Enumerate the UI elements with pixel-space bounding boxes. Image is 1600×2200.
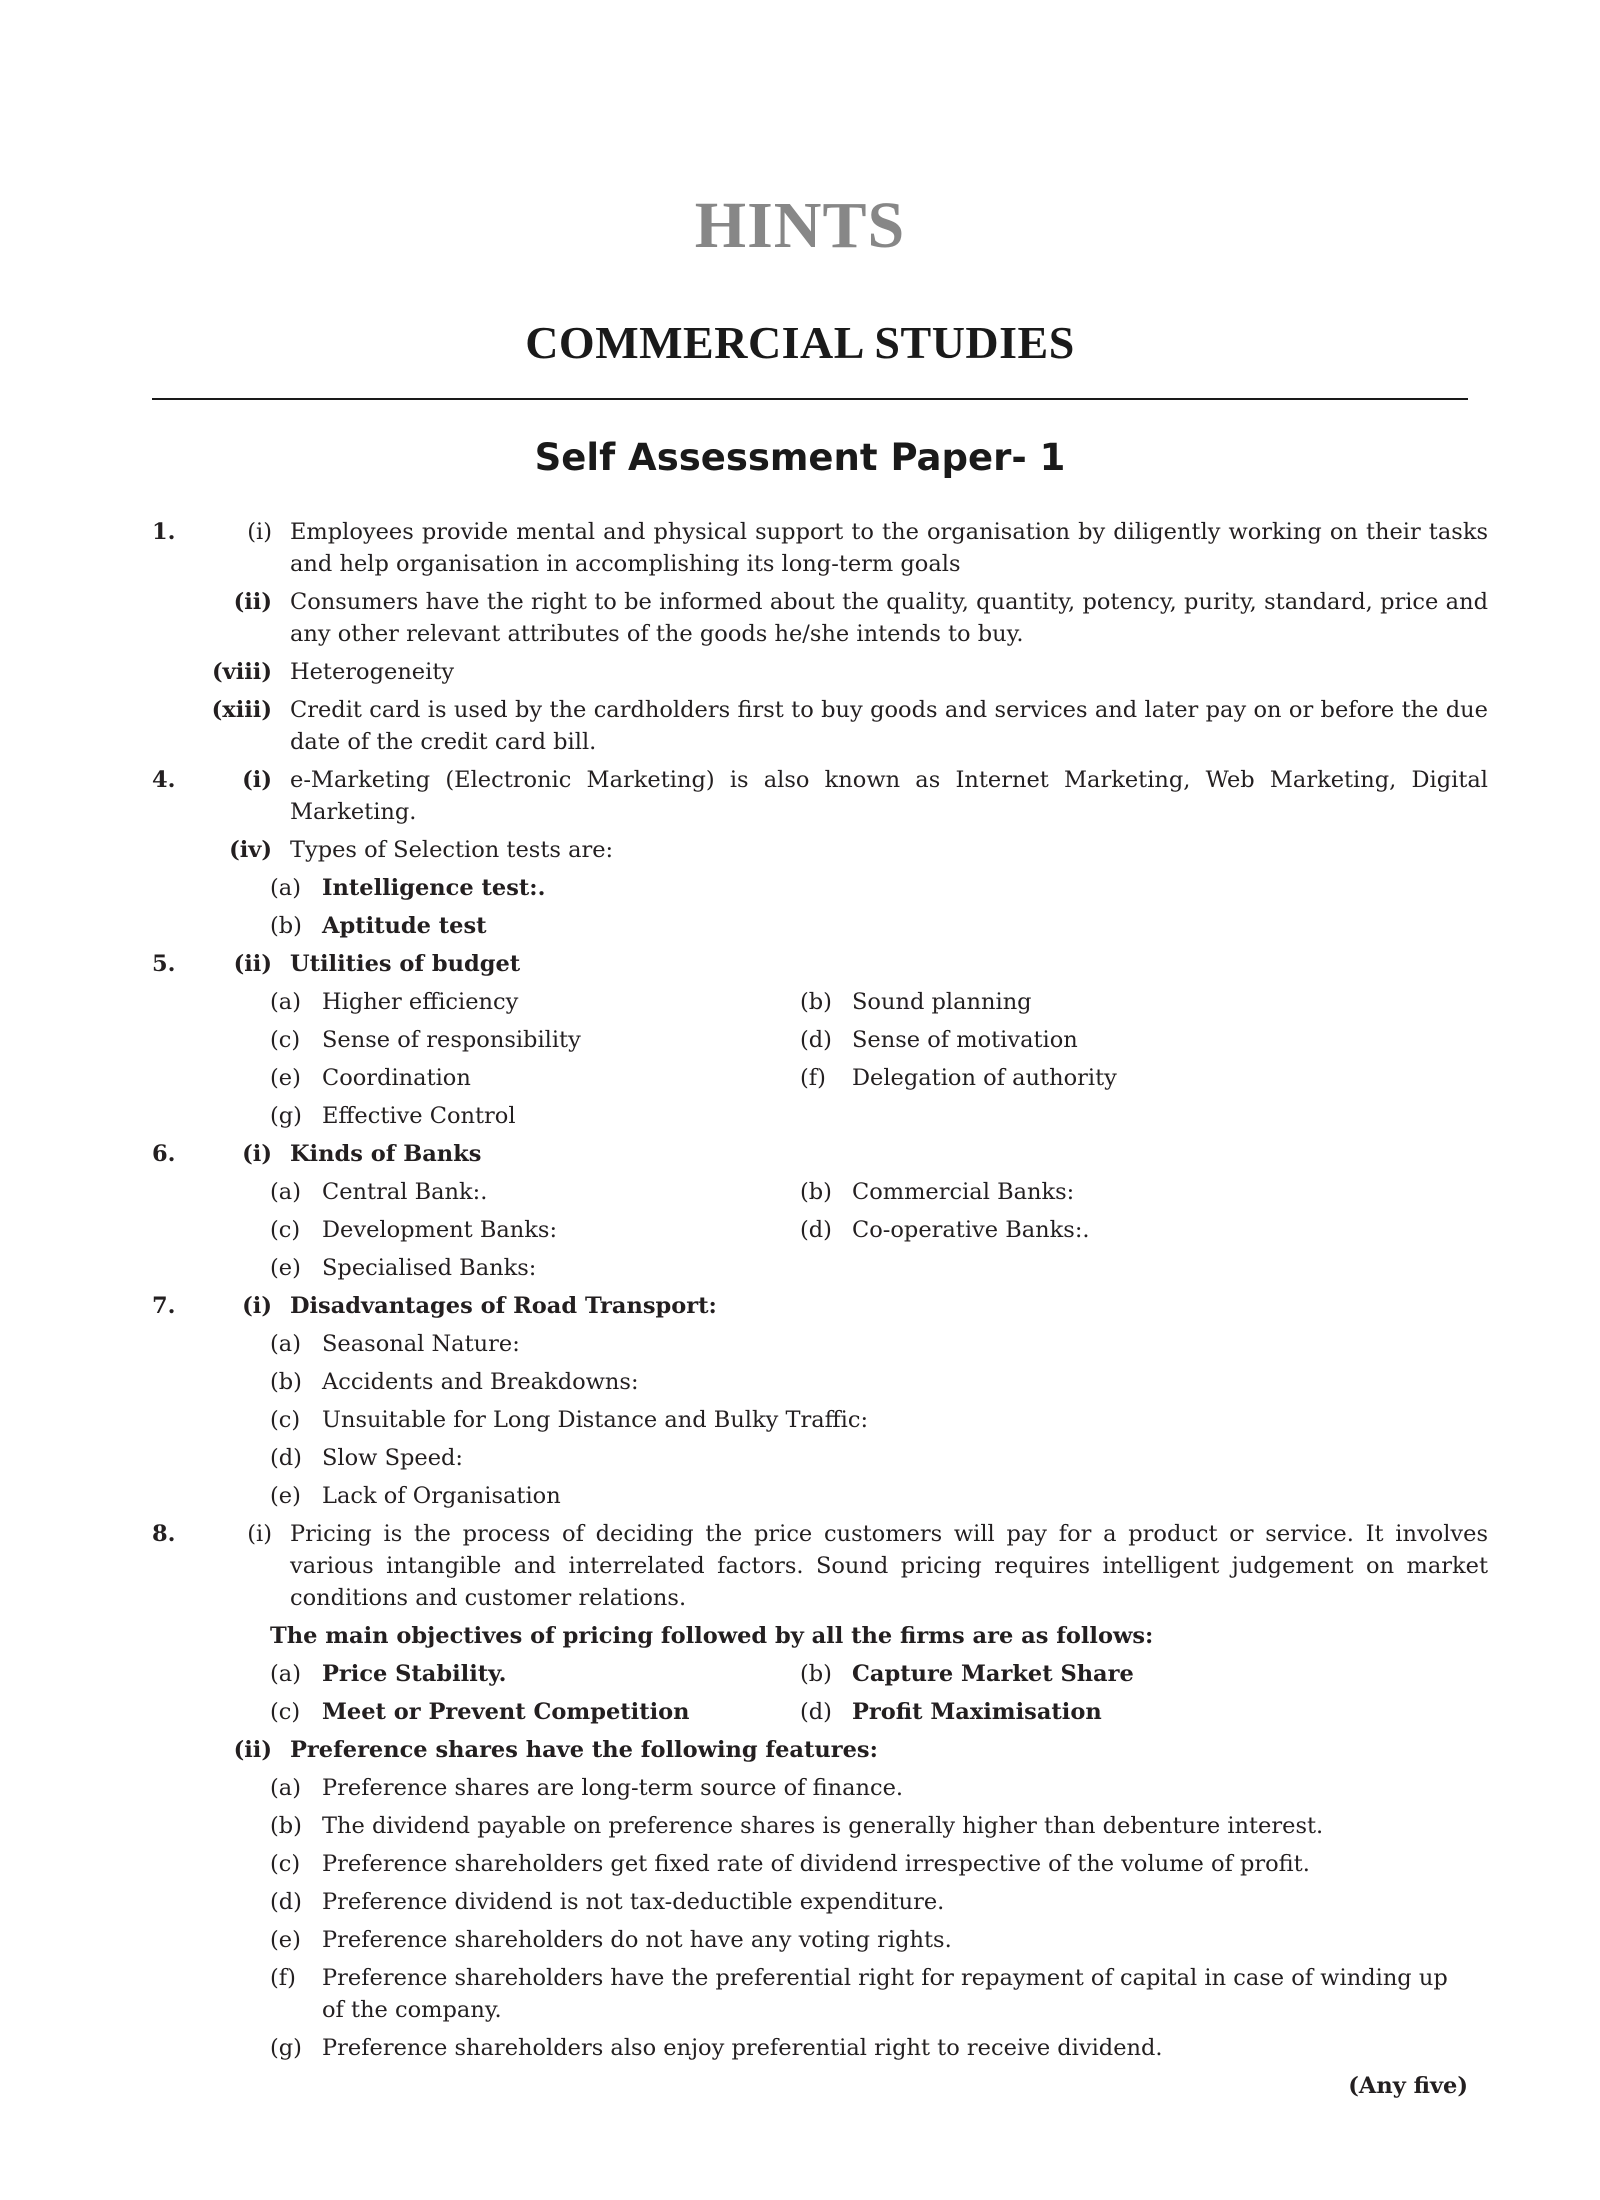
sub-label: (xiii) (211, 697, 272, 723)
answer-text: Kinds of Banks (290, 1141, 482, 1167)
q6-i (0, 1138, 1600, 1170)
q8-objectives-grid (270, 1658, 1600, 1734)
list-item: (c) Development Banks: (270, 1217, 558, 1243)
q4-i (0, 764, 1600, 828)
q1-viii (0, 656, 1600, 688)
list-item: (e) Coordination (270, 1065, 471, 1091)
sub-label: (i) (247, 1521, 272, 1547)
q1-ii (0, 586, 1600, 650)
question-number: 4. (152, 767, 176, 793)
q7-list (270, 1328, 1468, 1512)
list-item: (a) Preference shares are long-term source of finance. (270, 1775, 904, 1801)
title-divider (152, 398, 1468, 400)
sub-label: (i) (242, 767, 272, 793)
list-item: (d) Profit Maximisation (800, 1699, 1102, 1725)
q5-ii (0, 948, 1600, 980)
subject-title: COMMERCIAL STUDIES (525, 317, 1075, 368)
list-item: (a) Intelligence test:. (270, 875, 546, 901)
list-item: (c) Preference shareholders get fixed rate of dividend irrespective of the volume of profit. (270, 1851, 1310, 1877)
list-item: (a) Higher efficiency (270, 989, 519, 1015)
list-item: (b) Capture Market Share (800, 1661, 1134, 1687)
q1-xiii (0, 694, 1600, 758)
list-item: (a) Central Bank:. (270, 1179, 488, 1205)
answer-text: Utilities of budget (290, 951, 521, 977)
list-item: (g) Preference shareholders also enjoy preferential right to receive dividend. (270, 2035, 1163, 2061)
answer-text: Types of Selection tests are: (290, 837, 614, 863)
hints-heading: HINTS (694, 189, 906, 262)
list-item: (b) Commercial Banks: (800, 1179, 1075, 1205)
sub-label: (ii) (233, 951, 272, 977)
sub-label: (viii) (211, 659, 272, 685)
q8-ii (0, 1734, 1600, 1766)
list-item: (g) Effective Control (270, 1103, 516, 1129)
answers-content (0, 516, 1600, 2102)
list-item: (f) Preference shareholders have the preferential right for repayment of capital in case of winding up of the company. (270, 1965, 1448, 2023)
answer-text: Employees provide mental and physical support to the organisation by diligently working on their tasks and help organisation in accomplishing its long-term goals (290, 519, 1488, 577)
sub-label: (ii) (233, 1737, 272, 1763)
q6-grid (270, 1176, 1600, 1290)
q1-i (0, 516, 1600, 580)
question-number: 5. (152, 951, 176, 977)
any-five-row (0, 2070, 1600, 2102)
answer-text: Consumers have the right to be informed about the quality, quantity, potency, purity, standard, price and any other relevant attributes of the goods he/she intends to buy. (290, 589, 1488, 647)
q4-iv (0, 834, 1600, 866)
paper-title: Self Assessment Paper- 1 (534, 436, 1066, 479)
answer-text: Preference shares have the following features: (290, 1737, 878, 1763)
list-item: (e) Preference shareholders do not have any voting rights. (270, 1927, 952, 1953)
list-item: (c) Meet or Prevent Competition (270, 1699, 690, 1725)
answer-text: Pricing is the process of deciding the price customers will pay for a product or service. It involves various intangible and interrelated factors. Sound pricing requires intelligent judgement on market conditions and customer relations. (290, 1521, 1488, 1611)
sub-label: (i) (242, 1141, 272, 1167)
list-item: (b) Aptitude test (270, 913, 487, 939)
list-item: (b) Sound planning (800, 989, 1032, 1015)
list-item: (c) Unsuitable for Long Distance and Bulky Traffic: (270, 1407, 869, 1433)
question-number: 7. (152, 1293, 176, 1319)
q8-i (0, 1518, 1600, 1614)
list-item: (d) Sense of motivation (800, 1027, 1078, 1053)
question-number: 8. (152, 1521, 176, 1547)
q7-i (0, 1290, 1600, 1322)
list-item: (d) Preference dividend is not tax-deductible expenditure. (270, 1889, 945, 1915)
list-item: (f) Delegation of authority (800, 1065, 1117, 1091)
question-number: 6. (152, 1141, 176, 1167)
list-item: (c) Sense of responsibility (270, 1027, 581, 1053)
answer-text: e-Marketing (Electronic Marketing) is also known as Internet Marketing, Web Marketing, Digital Marketing. (290, 767, 1488, 825)
sub-label: (iv) (229, 837, 272, 863)
question-number: 1. (152, 519, 176, 545)
list-item: (a) Price Stability. (270, 1661, 507, 1687)
any-five-note: (Any five) (1348, 2073, 1468, 2099)
q5-grid (270, 986, 1600, 1138)
list-item: (e) Specialised Banks: (270, 1255, 537, 1281)
list-item: (a) Seasonal Nature: (270, 1331, 520, 1357)
list-item: (d) Slow Speed: (270, 1445, 463, 1471)
answer-text: Heterogeneity (290, 659, 455, 685)
objectives-heading: The main objectives of pricing followed by all the firms are as follows: (270, 1623, 1154, 1649)
sub-label: (i) (242, 1293, 272, 1319)
list-item: (d) Co-operative Banks:. (800, 1217, 1090, 1243)
sub-label: (ii) (233, 589, 272, 615)
list-item: (b) The dividend payable on preference shares is generally higher than debenture interest. (270, 1813, 1324, 1839)
sub-label: (i) (247, 519, 272, 545)
list-item: (e) Lack of Organisation (270, 1483, 561, 1509)
q8-features-list (270, 1772, 1468, 2064)
q4-list (270, 872, 1468, 942)
answer-text: Disadvantages of Road Transport: (290, 1293, 717, 1319)
answer-text: Credit card is used by the cardholders first to buy goods and services and later pay on or before the due date of the credit card bill. (290, 697, 1488, 755)
list-item: (b) Accidents and Breakdowns: (270, 1369, 639, 1395)
